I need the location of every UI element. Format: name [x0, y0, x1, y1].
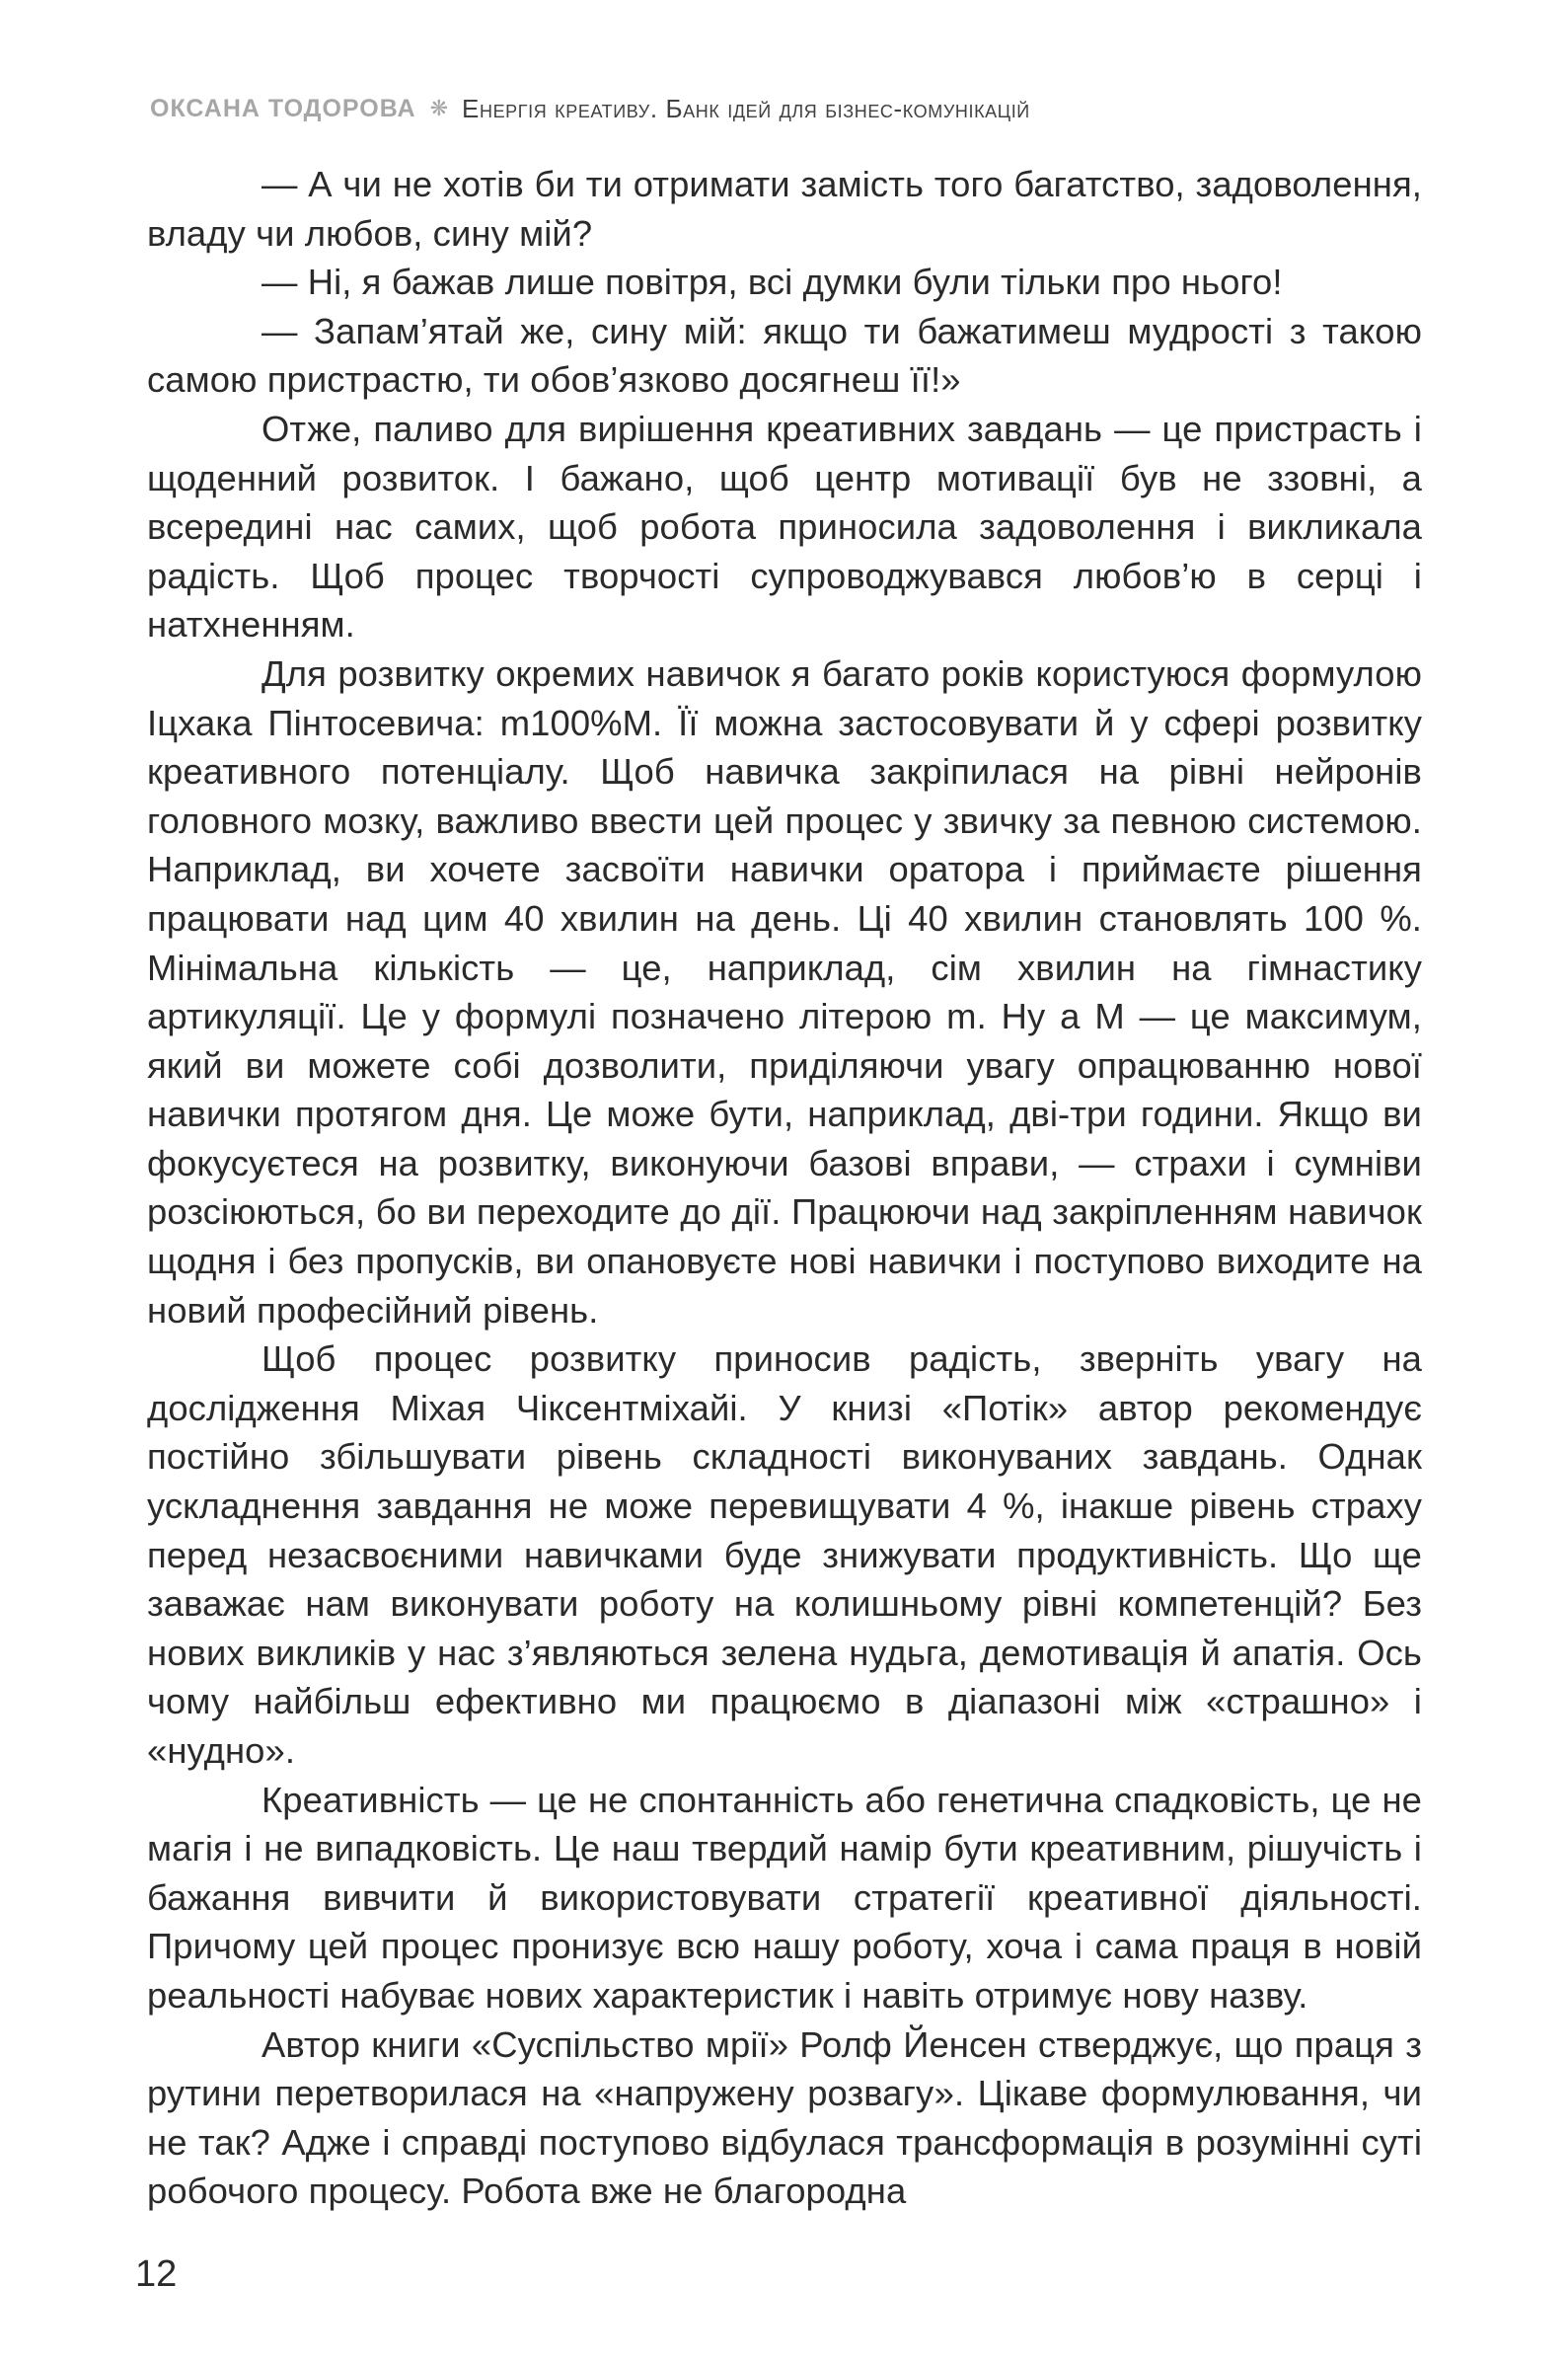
paragraph: Для розвитку окремих навичок я багато років користуюся формулою Іцхака Пінтосевича: m100%M. Її можна застосовувати й у сфері розвитку креативного потенціалу. Щоб навичка закріпилася на рівні нейронів головного мозку, важливо ввести цей процес у звичку за певною системою. Наприклад, ви хочете засвоїти навички оратора і приймаєте рішення працювати над цим 40 хвилин на день. Ці 40 хвилин становлять 100 %. Мінімальна кількість — це, наприклад, сім хвилин на гімнастику артикуляції. Це у формулі позначено літерою m. Ну а M — це максимум, який ви можете собі дозволити, приділяючи увагу опрацюванню нової навички протягом дня. Це може бути, наприклад, дві-три години. Якщо ви фокусуєтеся на розвитку, виконуючи базові вправи, — страхи і сумніви розсіюються, бо ви переходите до дії. Працюючи над закріпленням навичок щодня і без пропусків, ви опановуєте нові навички і поступово виходите на новий професійний рівень.	[147, 652, 1422, 1331]
paragraph: — А чи не хотів би ти отримати замість того багатство, задоволення, владу чи любов, сину мій?	[147, 164, 1422, 254]
paragraph: — Запам’ятай же, сину мій: якщо ти бажатимеш мудрості з такою самою пристрастю, ти обов’язково досягнеш її!»	[147, 310, 1422, 401]
header-author: ОКСАНА ТОДОРОВА	[150, 94, 416, 122]
paragraph: Отже, паливо для вирішення креативних завдань — це пристрасть і щоденний розвиток. І бажано, щоб центр мотивації був не ззовні, а всередині нас самих, щоб робота приносила задоволення і викликала радість. Щоб процес творчості супроводжувався любов’ю в серці і натхненням.	[147, 408, 1422, 646]
header-separator-icon: ❋	[429, 96, 449, 120]
page-body	[147, 160, 1422, 2216]
header-book-title: Енергія креативу. Банк ідей для бізнес-комунікацій	[462, 93, 1030, 123]
running-header	[150, 91, 1433, 126]
paragraph: Автор книги «Суспільство мрії» Ролф Йенсен стверджує, що праця з рутини перетворилася на «напружену розвагу». Цікаве формулювання, чи не так? Адже і справді поступово відбулася трансформація в розумінні суті робочого процесу. Робота вже не благородна	[147, 2023, 1422, 2212]
paragraph: Креативність — це не спонтанність або генетична спадковість, це не магія і не випадковість. Це наш твердий намір бути креативним, рішучість і бажання вивчити й використовувати стратегії креативної діяльності. Причому цей процес пронизує всю нашу роботу, хоча і сама праця в новій реальності набуває нових характеристик і навіть отримує нову назву.	[147, 1779, 1422, 2016]
paragraph: Щоб процес розвитку приносив радість, зверніть увагу на дослідження Міхая Чіксентміхайі. У книзі «Потік» автор рекомендує постійно збільшувати рівень складності виконуваних завдань. Однак ускладнення завдання не може перевищувати 4 %, інакше рівень страху перед незасвоєними навичками буде знижувати продуктивність. Що ще заважає нам виконувати роботу на колишньому рівні компетенцій? Без нових викликів у нас з’являються зелена нудьга, демотивація й апатія. Ось чому найбільш ефективно ми працюємо в діапазоні між «страшно» і «нудно».	[147, 1338, 1422, 1771]
page-number: 12	[135, 2253, 178, 2295]
paragraph: — Ні, я бажав лише повітря, всі думки були тільки про нього!	[261, 262, 1283, 303]
